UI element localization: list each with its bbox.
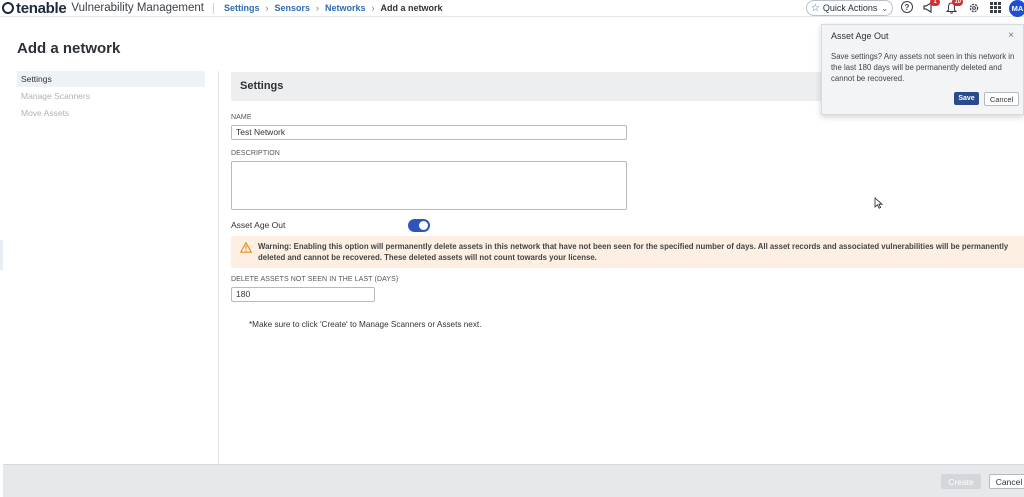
breadcrumb bbox=[224, 3, 443, 13]
breadcrumb-settings[interactable]: Settings bbox=[223, 3, 260, 13]
popup-message: Save settings? Any assets not seen in this network in the last 180 days will be permanently deleted and cannot be recovered. bbox=[831, 52, 1015, 83]
cancel-button[interactable]: Cancel bbox=[989, 474, 1024, 489]
description-field-label: DESCRIPTION bbox=[231, 150, 280, 157]
asset-age-out-toggle[interactable] bbox=[408, 219, 430, 232]
quick-actions-label: Quick Actions bbox=[822, 3, 878, 13]
popup-title: Asset Age Out bbox=[831, 31, 889, 41]
side-nav-item-move-assets[interactable]: Move Assets bbox=[21, 108, 70, 118]
popup-save-button[interactable]: Save bbox=[954, 92, 979, 105]
toggle-knob bbox=[419, 221, 428, 230]
grid-icon bbox=[990, 2, 1002, 14]
quick-actions-button[interactable] bbox=[806, 0, 893, 16]
chevron-down-icon: ⌄ bbox=[881, 3, 889, 13]
footer-bar bbox=[3, 464, 1024, 497]
chevron-right-icon: › bbox=[265, 3, 269, 13]
breadcrumb-current: Add a network bbox=[380, 3, 443, 13]
warning-banner bbox=[231, 236, 1024, 268]
side-nav bbox=[17, 71, 205, 122]
product-name: Vulnerability Management bbox=[71, 2, 204, 14]
notifications-bell-icon[interactable] bbox=[945, 0, 961, 14]
help-icon[interactable] bbox=[901, 1, 913, 13]
notifications-badge: 10 bbox=[954, 0, 961, 5]
help-glyph: ? bbox=[904, 2, 910, 12]
breadcrumb-networks[interactable]: Networks bbox=[325, 3, 366, 13]
mouse-cursor-icon bbox=[874, 197, 883, 209]
warning-text: Warning: Enabling this option will permanently delete assets in this network that have not been seen for the specified number of days. All asset records and associated vulnerabilities will be permanently deleted and cannot be recovered. These deleted assets will not count towards your license. bbox=[258, 242, 1009, 262]
settings-gear-icon[interactable] bbox=[967, 1, 980, 14]
asset-age-out-label: Asset Age Out bbox=[231, 220, 286, 230]
side-nav-item-manage-scanners[interactable]: Manage Scanners bbox=[21, 91, 90, 101]
gear-icon bbox=[968, 2, 980, 14]
warning-triangle-icon bbox=[240, 242, 252, 253]
brand-name: tenable bbox=[16, 0, 67, 17]
star-icon: ☆ bbox=[810, 2, 820, 14]
tenable-logo-mark-icon bbox=[2, 2, 14, 14]
left-edge-accent bbox=[0, 240, 3, 270]
content-divider bbox=[218, 71, 219, 464]
name-field-label: NAME bbox=[231, 114, 252, 121]
description-textarea[interactable] bbox=[231, 161, 627, 210]
user-avatar[interactable]: MA bbox=[1009, 0, 1024, 17]
app-launcher-icon[interactable] bbox=[989, 1, 1002, 14]
breadcrumb-sensors[interactable]: Sensors bbox=[274, 3, 311, 13]
header-divider bbox=[213, 3, 214, 14]
create-button[interactable]: Create bbox=[941, 474, 981, 489]
chevron-right-icon: › bbox=[316, 3, 320, 13]
close-icon[interactable]: × bbox=[1008, 30, 1014, 41]
section-header-settings: Settings bbox=[231, 72, 1024, 101]
announcements-badge: 1 bbox=[930, 0, 940, 6]
create-note: *Make sure to click 'Create' to Manage Scanners or Assets next. bbox=[249, 320, 482, 329]
announcements-icon[interactable] bbox=[922, 1, 935, 14]
tenable-logo[interactable] bbox=[0, 0, 204, 17]
days-input[interactable]: 180 bbox=[231, 287, 375, 302]
days-field-label: DELETE ASSETS NOT SEEN IN THE LAST (DAYS) bbox=[231, 276, 399, 283]
side-nav-item-settings[interactable]: Settings bbox=[17, 71, 205, 87]
name-input[interactable]: Test Network bbox=[231, 125, 627, 140]
page-title: Add a network bbox=[17, 40, 121, 57]
chevron-right-icon: › bbox=[371, 3, 375, 13]
popup-cancel-button[interactable]: Cancel bbox=[984, 92, 1019, 106]
